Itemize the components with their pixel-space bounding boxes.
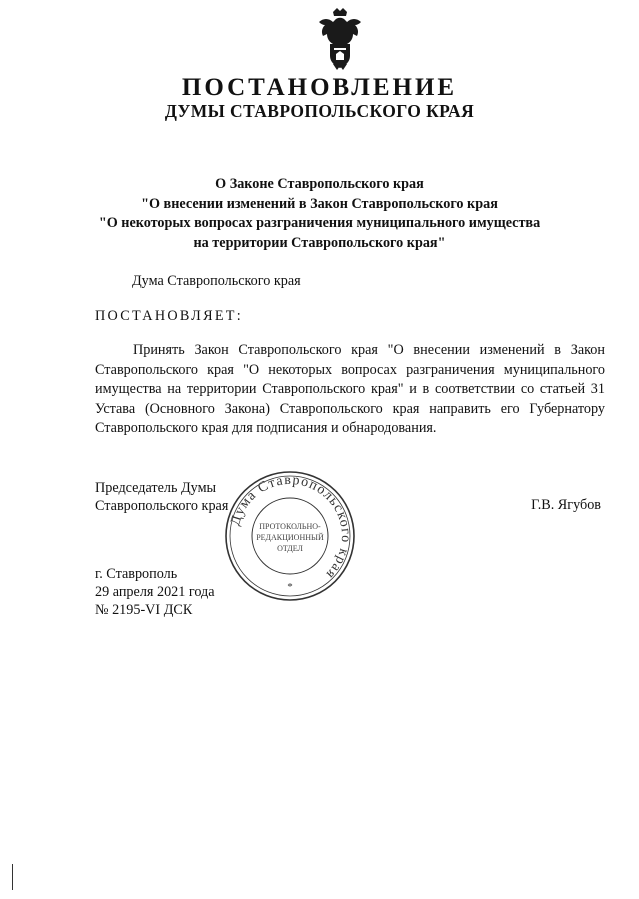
signatory-position [95, 479, 228, 515]
signatory-name: Г.В. Ягубов [531, 497, 601, 513]
title-line: "О некоторых вопросах разграничения муниципального имущества [98, 215, 541, 231]
document-place-date [95, 565, 215, 619]
seal-outer-text: Дума Ставропольского края [228, 472, 354, 583]
seal-star-icon: * [287, 581, 293, 593]
resolution-paragraph: Принять Закон Ставропольского края "О внесении изменений в Закон Ставропольского края "О некоторых вопросах разграничения муниципального имущества на территории Ставропольского края" и в соответствии со статьей 31 Устава (Основного Закона) Ставропольского края направить его Губернатору Ставропольского края для подписания и обнародования. [95, 342, 605, 436]
issuer-line: Дума Ставропольского края [132, 273, 301, 289]
seal-inner-line: ПРОТОКОЛЬНО- [259, 522, 321, 531]
title-line: на территории Ставропольского края" [193, 234, 446, 251]
signatory-position-line: Председатель Думы [95, 480, 217, 496]
issuing-body-heading: ДУМЫ СТАВРОПОЛЬСКОГО КРАЯ [164, 101, 475, 121]
official-seal-stamp [220, 466, 360, 606]
coat-of-arms-icon [313, 8, 367, 70]
seal-inner-line: РЕДАКЦИОННЫЙ [256, 533, 324, 542]
document-title [0, 175, 639, 253]
document-type-heading: ПОСТАНОВЛЕНИЕ [181, 74, 458, 101]
document-number: № 2195-VI ДСК [95, 602, 193, 618]
document-city: г. Ставрополь [95, 566, 178, 582]
title-line: О Законе Ставропольского края [215, 176, 424, 192]
page-margin-mark [12, 864, 13, 890]
resolves-line: ПОСТАНОВЛЯЕТ: [95, 308, 244, 324]
signatory-position-line: Ставропольского края [95, 498, 229, 514]
title-line: "О внесении изменений в Закон Ставропольского края [141, 195, 498, 212]
document-date: 29 апреля 2021 года [95, 584, 215, 600]
seal-inner-line: ОТДЕЛ [277, 544, 303, 553]
